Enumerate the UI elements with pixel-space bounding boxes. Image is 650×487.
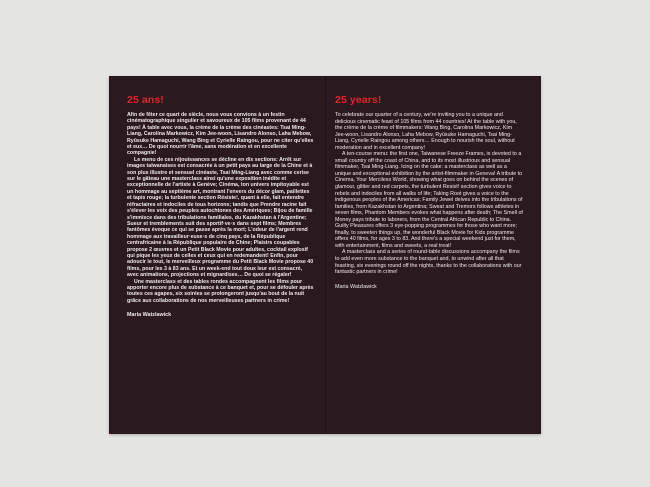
editorial-text-en — [335, 112, 523, 276]
page-gutter — [325, 76, 326, 434]
author-signature: Maria Watzlawick — [127, 312, 172, 319]
author-signature: Maria Watzlawick — [335, 283, 377, 290]
left-page — [127, 94, 315, 318]
right-page — [335, 94, 523, 290]
paragraph: Afin de fêter ce quart de siècle, nous vous convions à un festin cinématographique singulier et savoureux de 105 films provenant de 44 pays! À table avec vous, la crème de la crème des cinéastes: Tsai Ming-Liang, Carolina Markowicz, Kim Jee-woon, Lisandro Alonso, Laha Mebow, Ryūsuke Hamaguchi, Wang Bing et Cyrielle Raingou, pour ne citer qu'elles et eux… De quoi nourrir l'âme, sans modération et en excellente compagnie! — [127, 112, 314, 157]
booklet-spread — [109, 76, 541, 434]
paragraph: Une masterclass et des tables rondes accompagnent les films pour apporter encore plus de substance à ce banquet et, pour se défouler après toutes ces agapes, six soirées se prolongeront jusqu'au bout de la nuit grâce aux collaborations de nos merveilleuses partners in crime! — [127, 278, 314, 304]
paragraph: Le menu de ces réjouissances se décline en dix sections: Arrêt sur images taïwanaises est consacrée à un petit pays au large de la Chine et à son plus illustre et sensuel cinéaste, Tsai Ming-Liang avec comme cerise sur le gâteau une masterclass ainsi qu'une exposition inédite et exceptionnelle de l'artiste à Genève; Cinéma, ton univers impitoyable est un hommage au septième art, montrant l'envers du décor glam, paillettes et tapis rouge; la turbulente section Résiste!, quant à elle, fait entendre réfractaires et indociles de tous horizons; tandis que Prendre racine fait s'élever les voix des peuples autochtones des Amériques; Bijou de famille s'immisce dans des tribulations familiales, du Kazakhstan à l'Argentine; Sueur et tremblements suit des sportif·ve·s dans sept films; Membres fantômes évoque ce qui se passe après la mort; L'odeur de l'argent rend hommage aux travailleur·euse·s de cinq pays, de la République centrafricaine à la République populaire de Chine; Plaisirs coupables propose 2 œuvres et un Petit Black Movie pour adultes, cocktail explosif qui pique les yeux de celles et ceux qui en redemandent! Enfin, pour adoucir le tout, le merveilleux programme du Petit Black Movie propose 40 films, pour les 3 à 83 ans. Et un week-end tout doux leur est consacré, avec animations, projections et mignardises… De quoi se régaler! — [127, 156, 314, 279]
page-heading-en: 25 years! — [335, 94, 382, 106]
paragraph: A masterclass and a series of round-table discussions accompany the films to add even more substance to the banquet and, to unwind after all that feasting, six evenings round off the nights, thanks to the collaborations with our fantastic partners in crime! — [335, 249, 522, 276]
editorial-text-fr — [127, 112, 315, 304]
paragraph: To celebrate our quarter of a century, we're inviting you to a unique and delicious cinematic feast of 105 films from 44 countries! At the table with you, the crème de la crème of filmmakers: Wang Bing, Carolina Markowicz, Kim Jee-woon, Lisandro Alonso, Laha Mebow, Ryūsuke Hamaguchi, Tsai Ming-Liang, Cyrielle Raingou among others… Enough to nourish the soul, without moderation and in excellent company! — [335, 112, 517, 151]
page-heading-fr: 25 ans! — [127, 94, 164, 106]
paragraph: A ten-course menu: the first one, Taiwanese Freeze Frames, is devoted to a small country off the coast of China, and to its most illustrious and sensual filmmaker, Tsai Ming-Liang. Icing on the cake: a masterclass as well as a unique and exceptional exhibition by the artist-filmmaker in Geneva! A tribute to Cinema, Your Merciless World, showing what goes on behind the scenes of glamour, glitter and red carpets, the turbulent Resist! section gives voice to rebels and indociles from all walks of life; Taking Root gives a voice to the indigenous peoples of the Americas; Family Jewel delves into the tribulations of families, from Kazakhstan to Argentina; Sweat and Tremors follows athletes in seven films, Phantom Members evokes what happens after death; The Smell of Money pays tribute to laborers, from the Central African Republic to China. Guilty Pleasures offers 3 eye-popping programmes for those who want more; finally, to sweeten things up, the wonderful Black Movie for Kids programme offers 40 films, for ages 3 to 83. And there's a special weekend just for them, with entertainment, films and sweets, a real treat! — [335, 151, 523, 249]
